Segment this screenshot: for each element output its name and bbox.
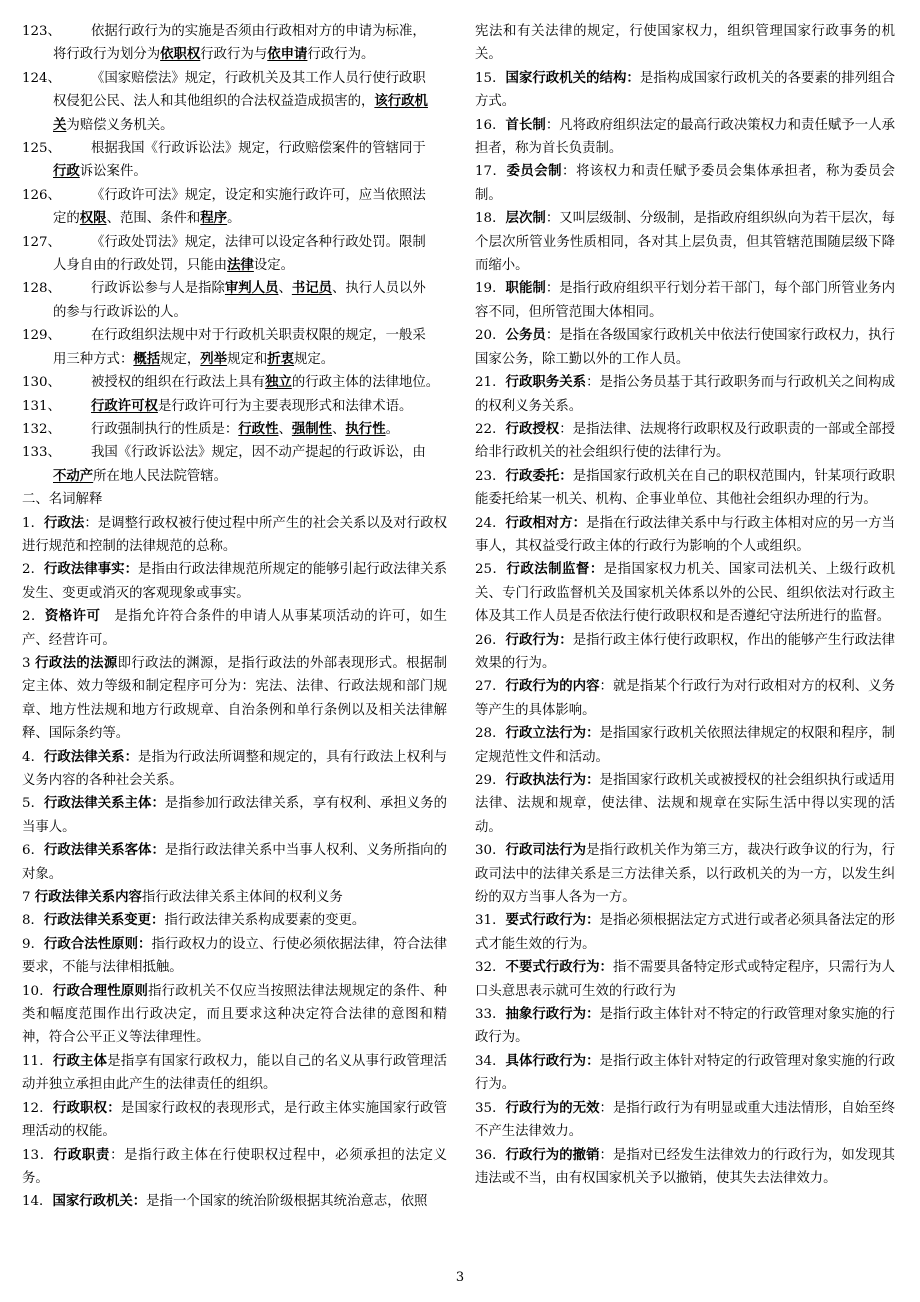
term: 行政司法行为 bbox=[505, 842, 587, 859]
text-segment: 。 bbox=[385, 421, 399, 437]
item-line bbox=[80, 371, 447, 394]
page-number: 3 bbox=[455, 1270, 465, 1285]
definition-entry bbox=[475, 114, 895, 161]
answer-term: 审判人员 bbox=[224, 280, 279, 297]
definition-entry bbox=[475, 722, 895, 769]
item-line bbox=[80, 441, 447, 464]
item-text bbox=[80, 395, 447, 418]
text-segment: 8． bbox=[22, 913, 44, 929]
answer-term: 不动产 bbox=[53, 467, 94, 484]
answer-term: 独立 bbox=[265, 374, 292, 391]
answer-item bbox=[22, 371, 447, 394]
text-segment: ：将该权力和责任赋予委员会集体承担者，称为委员会制。 bbox=[475, 164, 896, 203]
term: 层次制 bbox=[505, 210, 546, 227]
definition-entry bbox=[475, 67, 895, 114]
item-line bbox=[80, 67, 447, 90]
definition-entry bbox=[22, 909, 447, 932]
item-line bbox=[80, 418, 447, 441]
section-title: 二、名词解释 bbox=[22, 492, 103, 508]
item-line bbox=[53, 43, 447, 66]
term: 行政立法行为： bbox=[505, 725, 600, 742]
item-text bbox=[53, 441, 447, 488]
answer-item bbox=[22, 137, 447, 184]
text-segment: 7 bbox=[22, 890, 35, 906]
text-segment: 诉讼案件。 bbox=[79, 164, 147, 180]
term: 具体行政行为： bbox=[505, 1052, 600, 1069]
answer-term: 依申请 bbox=[267, 46, 308, 63]
answer-item bbox=[22, 231, 447, 278]
term: 行政职权： bbox=[52, 1099, 121, 1116]
answer-item bbox=[22, 67, 447, 137]
definition-entry bbox=[22, 839, 447, 886]
text-segment: 《行政许可法》规定，设定和实施行政许可，应当依照法 bbox=[91, 187, 426, 203]
item-number: 123、 bbox=[22, 24, 61, 39]
term: 行政相对方： bbox=[505, 514, 587, 531]
answer-term: 强制性 bbox=[291, 420, 333, 437]
answer-term: 行政 bbox=[53, 163, 80, 180]
term: 行政授权 bbox=[505, 420, 560, 437]
text-segment: 指不需要具备特定形式或特定程序，只需行为人口头意思表示就可生效的行政行为 bbox=[475, 960, 896, 999]
text-segment: 34． bbox=[475, 1053, 506, 1069]
definition-entry bbox=[22, 980, 447, 1050]
item-text bbox=[53, 277, 447, 324]
item-line bbox=[53, 465, 447, 488]
term: 国家行政机关： bbox=[52, 1193, 147, 1210]
text-segment: 规定， bbox=[160, 351, 201, 367]
term: 行政法律关系： bbox=[44, 748, 139, 765]
item-line bbox=[53, 207, 447, 230]
definition-entry bbox=[22, 1097, 447, 1144]
text-segment: 20． bbox=[475, 328, 506, 344]
left-column bbox=[22, 20, 447, 1214]
text-segment: 宪法和有关法律的规定，行使国家权力，组织管理国家行政事务的机关。 bbox=[475, 24, 895, 63]
definition-entry bbox=[22, 558, 447, 605]
item-text bbox=[80, 371, 447, 394]
item-text bbox=[53, 137, 447, 184]
answer-term: 书记员 bbox=[291, 280, 333, 297]
text-segment: 22． bbox=[475, 421, 506, 437]
text-segment: 权侵犯公民、法人和其他组织的合法权益造成损害的， bbox=[53, 94, 375, 110]
text-segment: 12． bbox=[22, 1100, 53, 1116]
term: 要式行政行为： bbox=[505, 912, 600, 929]
text-segment: 18． bbox=[475, 211, 506, 227]
text-segment: ：是指法律、法规将行政职权及行政职责的一部或全部授给非行政机关的社会组织行使的法律行为。 bbox=[475, 421, 896, 461]
answer-item bbox=[22, 324, 447, 371]
item-text bbox=[53, 67, 447, 137]
item-line bbox=[53, 254, 447, 277]
text-segment: 用三种方式： bbox=[53, 351, 134, 367]
item-number: 131、 bbox=[22, 398, 61, 414]
item-text bbox=[53, 20, 447, 67]
text-segment: 14． bbox=[22, 1194, 53, 1210]
text-segment: 、 bbox=[332, 421, 346, 437]
text-segment: 30． bbox=[475, 843, 506, 859]
text-segment: 31． bbox=[475, 913, 506, 929]
term: 行政职务关系 bbox=[505, 374, 587, 391]
text-segment: 28． bbox=[475, 726, 506, 742]
answer-term: 行政性 bbox=[238, 420, 279, 437]
term: 抽象行政行为： bbox=[505, 1006, 600, 1023]
answer-term: 权限 bbox=[79, 210, 107, 227]
item-line bbox=[80, 20, 447, 43]
text-segment: 是指由行政法律规范所规定的能够引起行政法律关系发生、变更或消灭的客观现象或事实。 bbox=[22, 562, 447, 601]
text-segment: 9． bbox=[22, 936, 44, 952]
definition-entry bbox=[475, 371, 895, 418]
term: 行政委托： bbox=[505, 467, 573, 484]
definition-entry bbox=[22, 886, 447, 909]
definition-entry bbox=[475, 675, 895, 722]
text-segment: 、执行人员以外 bbox=[332, 281, 426, 297]
item-line bbox=[80, 395, 447, 418]
item-line bbox=[53, 114, 447, 137]
text-segment: 所在地人民法院管辖。 bbox=[93, 468, 228, 484]
text-segment: 人身自由的行政处罚，只能由 bbox=[53, 258, 228, 274]
definition-entry bbox=[475, 20, 895, 67]
answer-item bbox=[22, 395, 447, 418]
text-segment: 23． bbox=[475, 468, 506, 484]
text-segment: 是指参加行政法律关系，享有权利、承担义务的当事人。 bbox=[22, 796, 448, 835]
term: 行政法律关系变更： bbox=[43, 912, 165, 929]
term: 不要式行政行为： bbox=[505, 959, 613, 976]
text-segment: 11． bbox=[22, 1053, 53, 1069]
definition-entry bbox=[475, 1097, 895, 1144]
item-line bbox=[80, 184, 447, 207]
text-segment: 即行政法的渊源，是指行政法的外部表现形式。根据制定主体、效力等级和制定程序可分为：宪法、法律、行政法规和部门规章、地方性法规和地方行政规章、自治条例和单行条例以及相关法律解释、国际条约等。 bbox=[22, 655, 448, 742]
text-segment: 是指在行政法律关系中与行政主体相对应的另一方当事人，其权益受行政主体的行政行为影响的个人或组织。 bbox=[475, 515, 895, 554]
text-segment: 2． bbox=[22, 562, 44, 578]
text-segment: 行政强制执行的性质是： bbox=[91, 421, 239, 437]
term: 行政行为： bbox=[505, 631, 573, 648]
definition-entry bbox=[475, 769, 895, 839]
item-number: 127、 bbox=[22, 234, 61, 250]
text-segment: ：就是指某个行政行为对行政相对方的权利、义务等产生的具体影响。 bbox=[475, 679, 896, 718]
text-segment: 16． bbox=[475, 117, 506, 133]
text-segment: 的行政主体的法律地位。 bbox=[291, 375, 440, 391]
text-segment: 是指行政主体针对特定的行政管理对象实施的行政行为。 bbox=[475, 1053, 896, 1093]
term: 行政法制监督： bbox=[506, 561, 604, 578]
text-segment: ：是指行政行为有明显或重大违法情形，自始至终不产生法律效力。 bbox=[475, 1100, 896, 1140]
answer-term: 关 bbox=[53, 116, 67, 133]
item-line bbox=[80, 231, 447, 254]
term: 行政合法性原则： bbox=[44, 935, 152, 952]
text-segment: 是指国家行政机关在自己的职权范围内，针某项行政职能委托给某一机关、机构、企事业单位、其他社会组织办理的行为。 bbox=[475, 468, 896, 508]
text-segment: 规定。 bbox=[294, 351, 335, 367]
definitions-right bbox=[475, 20, 895, 1190]
text-segment: 27． bbox=[475, 679, 506, 695]
item-text bbox=[80, 418, 447, 441]
text-segment: 2． bbox=[22, 609, 45, 625]
item-line bbox=[53, 348, 447, 371]
item-line bbox=[80, 277, 447, 300]
text-segment: 指行政法律关系构成要素的变更。 bbox=[164, 913, 366, 929]
text-segment: 是指行政法律关系中当事人权利、义务所指向的对象。 bbox=[22, 843, 448, 882]
term: 行政法的法源 bbox=[35, 654, 118, 671]
text-segment: 被授权的组织在行政法上具有 bbox=[91, 375, 266, 391]
definition-entry bbox=[475, 956, 895, 1003]
text-segment: 规定和 bbox=[227, 351, 268, 367]
text-segment: 33． bbox=[475, 1007, 506, 1023]
answer-term: 程序 bbox=[200, 210, 228, 227]
text-segment: 在行政组织法规中对于行政机关职责权限的规定，一般采 bbox=[91, 328, 426, 344]
text-segment: 行政行为。 bbox=[307, 47, 375, 63]
text-segment: 我国《行政诉讼法》规定，因不动产提起的行政诉讼，由 bbox=[91, 445, 426, 461]
answer-term: 法律 bbox=[227, 257, 254, 274]
definition-entry bbox=[475, 465, 895, 512]
text-segment: 是指构成国家行政机关的各要素的排列组合方式。 bbox=[475, 70, 896, 110]
text-segment: 行政诉讼参与人是指除 bbox=[91, 281, 225, 297]
definition-entry bbox=[475, 324, 895, 371]
fill-in-answers bbox=[22, 20, 447, 488]
definition-entry bbox=[475, 1003, 895, 1050]
term: 行政法律关系主体： bbox=[44, 795, 165, 812]
definitions-left bbox=[22, 512, 447, 1214]
text-segment: 24． bbox=[475, 515, 506, 531]
answer-item bbox=[22, 418, 447, 441]
text-segment: 、范围、条件和 bbox=[106, 211, 201, 227]
term: 行政行为的无效 bbox=[505, 1099, 600, 1116]
definition-entry bbox=[22, 1190, 447, 1213]
text-segment: 是指国家权力机关、国家司法机关、上级行政机关、专门行政监督机关及国家机关体系以外的公民、组织依法对行政主体及其工作人员是否依法行使行政职权和是否遵纪守法所进行的监督。 bbox=[475, 562, 896, 625]
text-segment: 行政行为与 bbox=[200, 47, 268, 63]
right-column bbox=[475, 20, 895, 1190]
item-text bbox=[53, 231, 447, 278]
text-segment: ：凡将政府组织法定的最高行政决策权力和责任赋予一人承担者，称为首长负责制。 bbox=[475, 117, 895, 157]
definition-entry bbox=[475, 1144, 895, 1191]
text-segment: 是指国家行政机关依照法律规定的权限和程序，制定规范性文件和活动。 bbox=[475, 726, 896, 765]
text-segment: 6． bbox=[22, 843, 44, 859]
text-segment: 根据我国《行政诉讼法》规定，行政赔偿案件的管辖同于 bbox=[91, 141, 426, 157]
definition-entry bbox=[22, 933, 447, 980]
item-number: 128、 bbox=[22, 281, 61, 297]
text-segment: 5． bbox=[22, 796, 44, 812]
text-segment: ：又叫层级制、分级制，是指政府组织纵向为若干层次，每个层次所管业务性质相同，各对其上层负责，但其管辖范围随层级下降而缩小。 bbox=[475, 211, 895, 274]
text-segment: ：是指公务员基于其行政职务而与行政机关之间构成的权利义务关系。 bbox=[475, 375, 895, 414]
text-segment: 35． bbox=[475, 1100, 506, 1116]
text-segment: 1． bbox=[22, 515, 44, 531]
answer-item bbox=[22, 184, 447, 231]
term: 公务员 bbox=[505, 327, 546, 344]
term: 行政主体 bbox=[52, 1052, 108, 1069]
item-number: 125、 bbox=[22, 141, 61, 157]
term: 行政法 bbox=[44, 514, 85, 531]
text-segment: 是指一个国家的统治阶级根据其统治意志，依照 bbox=[146, 1194, 428, 1210]
term: 首长制 bbox=[505, 116, 546, 133]
text-segment: 17． bbox=[475, 164, 507, 180]
definition-entry bbox=[22, 512, 447, 559]
text-segment: 、 bbox=[278, 421, 292, 437]
term: 行政法律事实： bbox=[44, 561, 139, 578]
definition-entry bbox=[22, 605, 447, 652]
text-segment: ：是指在各级国家行政机关中依法行使国家行政权力，执行国家公务，除工勤以外的工作人员。 bbox=[475, 328, 895, 367]
definition-entry bbox=[475, 909, 895, 956]
item-number: 129、 bbox=[22, 328, 61, 344]
text-segment: 指行政法律关系主体间的权利义务 bbox=[141, 890, 343, 906]
text-segment: 《行政处罚法》规定，法律可以设定各种行政处罚。限制 bbox=[91, 234, 426, 250]
term: 职能制 bbox=[505, 280, 546, 297]
term: 行政法律关系内容 bbox=[34, 889, 142, 906]
answer-term: 概括 bbox=[133, 350, 161, 367]
answer-term: 依职权 bbox=[160, 46, 201, 63]
text-segment: 为赔偿义务机关。 bbox=[66, 117, 174, 133]
text-segment: 4． bbox=[22, 749, 44, 765]
item-text bbox=[53, 324, 447, 371]
text-segment: 依据行政行为的实施是否须由行政相对方的申请为标准， bbox=[91, 24, 426, 39]
text-segment: 3 bbox=[22, 655, 36, 671]
definition-entry bbox=[22, 1050, 447, 1097]
item-number: 132、 bbox=[22, 421, 61, 437]
text-segment: 是指为行政法所调整和规定的，具有行政法上权利与义务内容的各种社会关系。 bbox=[22, 749, 447, 788]
definition-entry bbox=[475, 558, 895, 628]
item-line bbox=[53, 160, 447, 183]
text-segment: 13． bbox=[22, 1147, 54, 1163]
text-segment: 29． bbox=[475, 773, 506, 788]
item-line bbox=[53, 301, 447, 324]
definition-entry bbox=[475, 418, 895, 465]
term: 资格许可 bbox=[44, 608, 101, 625]
text-segment: ：是指对已经发生法律效力的行政行为，如发现其违法或不当，由有权国家机关予以撤销，使其失去法律效力。 bbox=[475, 1147, 896, 1186]
answer-term: 行政许可权 bbox=[91, 397, 158, 414]
text-segment: 。 bbox=[227, 211, 241, 227]
text-segment: 定的 bbox=[53, 211, 80, 227]
definition-entry bbox=[475, 629, 895, 676]
text-segment: 32． bbox=[475, 960, 506, 976]
text-segment: 19． bbox=[475, 281, 506, 297]
term: 国家行政机关的结构： bbox=[505, 69, 640, 86]
answer-term: 执行性 bbox=[345, 420, 386, 437]
text-segment: 将行政行为划分为 bbox=[53, 47, 161, 63]
term: 行政行为的撤销 bbox=[505, 1146, 600, 1163]
text-segment: ：是指行政府组织平行划分若干部门，每个部门所管业务内容不同，但所管范围大体相同。 bbox=[475, 281, 895, 320]
text-segment: 15． bbox=[475, 70, 506, 86]
text-segment: 是指国家行政机关或被授权的社会组织执行或适用法律、法规和规章，使法律、法规和规章在实际生活中得以实现的活动。 bbox=[475, 773, 896, 835]
text-segment: 25． bbox=[475, 562, 507, 578]
definition-entry bbox=[475, 839, 895, 909]
item-line bbox=[80, 324, 447, 347]
term: 行政合理性原则 bbox=[52, 982, 149, 999]
item-number: 126、 bbox=[22, 187, 61, 203]
definition-entry bbox=[475, 1050, 895, 1097]
text-segment: 指行政权力的设立、行使必须依据法律，符合法律要求，不能与法律相抵触。 bbox=[22, 936, 447, 976]
definition-entry bbox=[475, 160, 895, 207]
text-segment: 是指必须根据法定方式进行或者必须具备法定的形式才能生效的行为。 bbox=[475, 913, 896, 952]
text-segment: ：是调整行政权被行使过程中所产生的社会关系以及对行政权进行规范和控制的法律规范的总称。 bbox=[22, 515, 447, 554]
text-segment: 21． bbox=[475, 375, 506, 391]
answer-term: 列举 bbox=[200, 350, 228, 367]
text-segment: 《国家赔偿法》规定，行政机关及其工作人员行使行政职 bbox=[91, 70, 426, 86]
definition-entry bbox=[475, 277, 895, 324]
text-segment: 是行政许可行为主要表现形式和法律术语。 bbox=[157, 398, 413, 414]
text-segment: 是国家行政权的表现形式，是行政主体实施国家行政管理活动的权能。 bbox=[22, 1100, 448, 1140]
term: 行政行为的内容 bbox=[505, 678, 600, 695]
text-segment: 10． bbox=[22, 983, 53, 999]
definition-entry bbox=[22, 792, 447, 839]
answer-term: 该行政机 bbox=[374, 93, 428, 110]
term: 行政执法行为： bbox=[505, 772, 600, 788]
answer-item bbox=[22, 20, 447, 67]
term: 委员会制 bbox=[506, 163, 563, 180]
item-number: 130、 bbox=[22, 375, 61, 391]
text-segment: 指行政机关不仅应当按照法律法规规定的条件、种类和幅度范围作出行政决定，而且要求这种决定符合法律的意图和精神，符合公平正义等法律理性。 bbox=[22, 983, 448, 1046]
text-segment: 是指行政主体行使行政职权，作出的能够产生行政法律效果的行为。 bbox=[475, 632, 896, 671]
answer-item bbox=[22, 441, 447, 488]
definition-entry bbox=[475, 207, 895, 277]
term: 行政法律关系客体： bbox=[44, 842, 165, 859]
text-segment: 设定。 bbox=[253, 258, 295, 274]
item-text bbox=[53, 184, 447, 231]
text-segment: 36． bbox=[475, 1147, 506, 1163]
definition-entry bbox=[22, 1144, 447, 1191]
definition-entry bbox=[22, 652, 447, 746]
text-segment: 是指行政机关作为第三方，裁决行政争议的行为，行政司法中的法律关系是三方法律关系，以行政机关的为一方，以发生纠纷的双方当事人各为一方。 bbox=[475, 843, 895, 906]
answer-item bbox=[22, 277, 447, 324]
definition-entry bbox=[475, 512, 895, 559]
text-segment: 、 bbox=[278, 281, 292, 297]
answer-term: 折衷 bbox=[267, 350, 295, 367]
text-segment: 是指允许符合条件的申请人从事某项活动的许可，如生产、经营许可。 bbox=[22, 609, 448, 648]
text-segment: 是指享有国家行政权力，能以自己的名义从事行政管理活动并独立承担由此产生的法律责任的组织。 bbox=[22, 1053, 448, 1093]
item-line bbox=[80, 137, 447, 160]
item-number: 124、 bbox=[22, 70, 61, 86]
term: 行政职责 bbox=[53, 1146, 111, 1163]
item-line bbox=[53, 90, 447, 113]
definition-entry bbox=[22, 746, 447, 793]
text-segment: 的参与行政诉讼的人。 bbox=[53, 304, 187, 320]
text-segment: ：是指行政主体在行使职权过程中，必须承担的法定义务。 bbox=[22, 1147, 448, 1186]
text-segment: 26． bbox=[475, 632, 506, 648]
item-number: 133、 bbox=[22, 445, 61, 461]
text-segment: 是指行政主体针对不特定的行政管理对象实施的行政行为。 bbox=[475, 1007, 896, 1046]
